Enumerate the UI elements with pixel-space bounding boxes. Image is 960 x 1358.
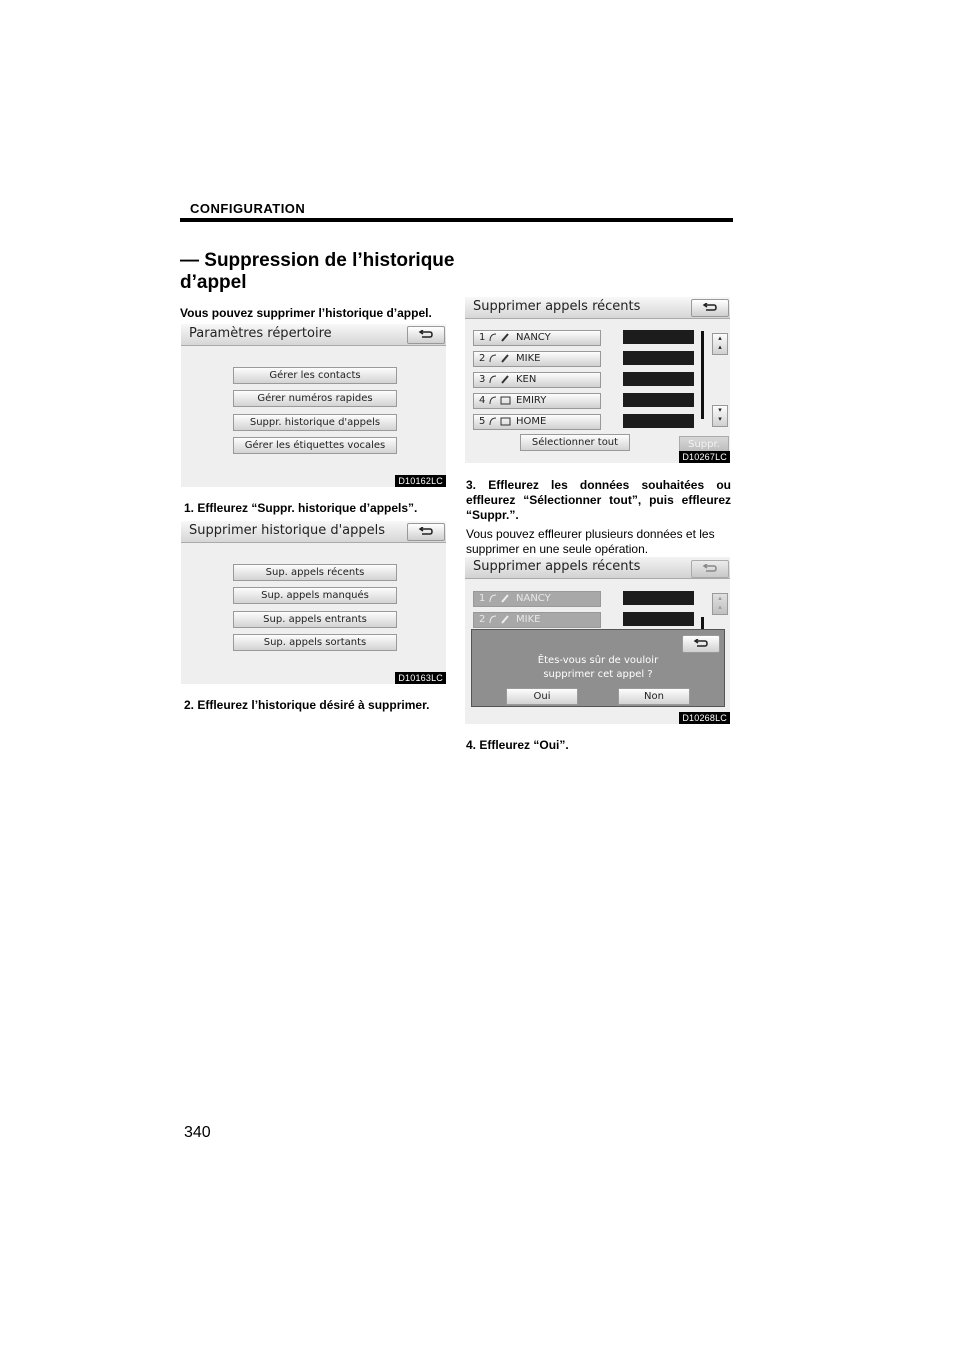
figure-code: D10162LC: [395, 475, 446, 487]
delete-recent-calls-button[interactable]: Sup. appels récents: [233, 564, 397, 581]
call-type-icon: [488, 416, 512, 427]
step-1: 1. Effleurez “Suppr. historique d’appels”.: [184, 501, 418, 515]
entry-detail-panel: [623, 330, 694, 344]
entry-detail-panel: [623, 351, 694, 365]
call-entry[interactable]: 5 HOME: [473, 414, 601, 430]
screen-title: Supprimer historique d'appels: [189, 523, 386, 538]
dialog-message-line1: Êtes-vous sûr de vouloir: [537, 655, 659, 666]
figure-code: D10268LC: [679, 712, 730, 724]
call-entry[interactable]: 3 KEN: [473, 372, 601, 388]
call-type-icon: [488, 593, 512, 604]
back-button[interactable]: [407, 523, 445, 541]
call-type-icon: [488, 374, 512, 385]
screenshot-delete-confirmation: [465, 557, 730, 724]
delete-call-history-button[interactable]: Suppr. historique d'appels: [233, 414, 397, 431]
dialog-back-button[interactable]: [682, 635, 720, 653]
select-all-button[interactable]: Sélectionner tout: [520, 434, 630, 451]
manage-voice-tags-button[interactable]: Gérer les étiquettes vocales: [233, 437, 397, 454]
back-arrow-icon: [702, 564, 718, 574]
back-arrow-icon: [693, 639, 709, 649]
call-entry[interactable]: 4 EMIRY: [473, 393, 601, 409]
manage-speed-dials-button[interactable]: Gérer numéros rapides: [233, 390, 397, 407]
entry-detail-panel: [623, 372, 694, 386]
delete-button[interactable]: Suppr.: [679, 436, 729, 453]
call-type-icon: [488, 353, 512, 364]
section-title-line1: — Suppression de l’historique: [180, 250, 455, 271]
step-3-note: Vous pouvez effleurer plusieurs données et les supprimer en une seule opération.: [466, 527, 715, 556]
step-2: 2. Effleurez l’historique désiré à supprimer.: [184, 698, 430, 712]
screen-title: Paramètres répertoire: [189, 326, 332, 341]
step-4: 4. Effleurez “Oui”.: [466, 738, 569, 752]
scrollbar[interactable]: [701, 331, 704, 419]
delete-incoming-calls-button[interactable]: Sup. appels entrants: [233, 611, 397, 628]
figure-code: D10163LC: [395, 672, 446, 684]
back-button[interactable]: [691, 299, 729, 317]
call-entry[interactable]: 1 NANCY: [473, 330, 601, 346]
scroll-up-button: ▴ ▴: [712, 593, 728, 615]
back-button[interactable]: [407, 326, 445, 344]
section-header: CONFIGURATION: [190, 201, 306, 216]
call-type-icon: [488, 614, 512, 625]
dialog-message: [472, 654, 724, 682]
back-button: [691, 560, 729, 578]
delete-outgoing-calls-button[interactable]: Sup. appels sortants: [233, 634, 397, 651]
intro-text: Vous pouvez supprimer l’historique d’appel.: [180, 306, 432, 320]
confirm-dialog: [471, 629, 725, 707]
screenshot-phonebook-settings: [181, 324, 446, 487]
scroll-up-button[interactable]: ▴ ▴: [712, 333, 728, 355]
call-entry: 1 NANCY: [473, 591, 601, 607]
call-entry[interactable]: 2 MIKE: [473, 351, 601, 367]
screen-title: Supprimer appels récents: [473, 559, 641, 574]
entry-detail-panel: [623, 393, 694, 407]
entry-detail-panel: [623, 414, 694, 428]
entry-detail-panel: [623, 612, 694, 626]
screen-title: Supprimer appels récents: [473, 299, 641, 314]
yes-button[interactable]: Oui: [506, 688, 578, 705]
screenshot-delete-recent-calls: [465, 297, 730, 463]
header-rule: [180, 218, 733, 222]
page-number: 340: [184, 1124, 211, 1141]
dialog-message-line2: supprimer cet appel ?: [543, 669, 653, 680]
call-type-icon: [488, 395, 512, 406]
section-title: [180, 250, 460, 294]
back-arrow-icon: [702, 303, 718, 313]
figure-code: D10267LC: [679, 451, 730, 463]
back-arrow-icon: [418, 330, 434, 340]
delete-missed-calls-button[interactable]: Sup. appels manqués: [233, 587, 397, 604]
step-3: 3. Effleurez les données souhaitées ou effleurez “Sélectionner tout”, puis effleurez “Suppr.”.: [466, 478, 731, 522]
no-button[interactable]: Non: [618, 688, 690, 705]
scroll-down-button[interactable]: ▾ ▾: [712, 405, 728, 427]
entry-detail-panel: [623, 591, 694, 605]
call-entry: 2 MIKE: [473, 612, 601, 628]
screenshot-delete-call-history: [181, 521, 446, 684]
call-type-icon: [488, 332, 512, 343]
section-title-line2: d’appel: [180, 272, 247, 293]
manage-contacts-button[interactable]: Gérer les contacts: [233, 367, 397, 384]
back-arrow-icon: [418, 527, 434, 537]
